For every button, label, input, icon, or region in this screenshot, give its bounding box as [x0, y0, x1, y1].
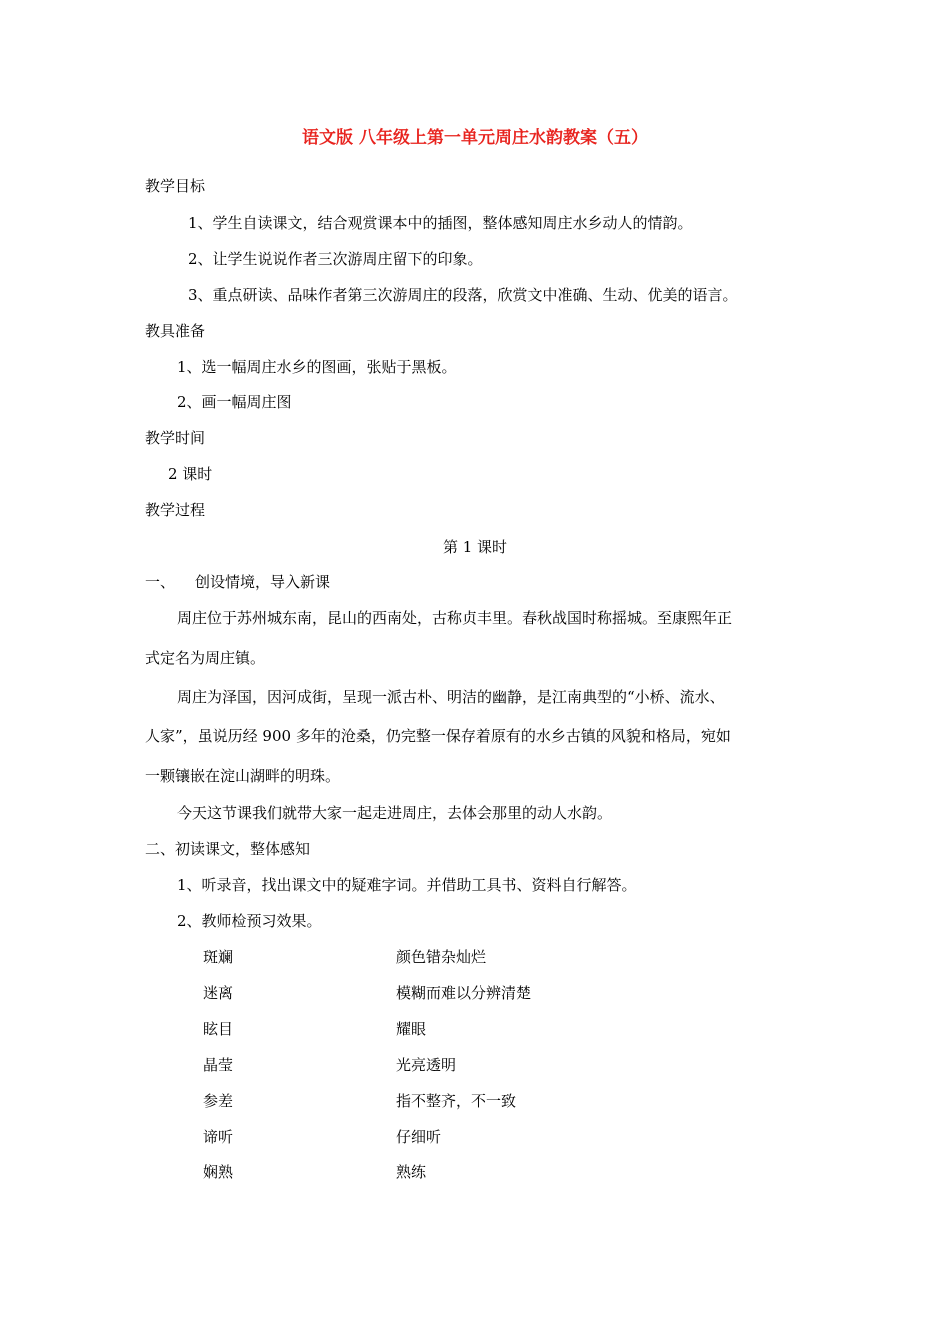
tool-item-1: 1、选一幅周庄水乡的图画，张贴于黑板。	[177, 358, 457, 376]
vocab-meaning: 耀眼	[396, 1020, 427, 1038]
section2-step-1: 1、听录音，找出课文中的疑难字词。并借助工具书、资料自行解答。	[177, 876, 637, 894]
vocab-meaning: 颜色错杂灿烂	[396, 948, 487, 966]
vocab-word: 迷离	[203, 984, 234, 1002]
goal-item-2: 2、让学生说说作者三次游周庄留下的印象。	[188, 250, 483, 268]
goal-item-1: 1、学生自读课文，结合观赏课本中的插图，整体感知周庄水乡动人的情韵。	[188, 214, 693, 232]
vocab-meaning: 熟练	[396, 1163, 427, 1181]
paragraph-2-line-3: 一颗镶嵌在淀山湖畔的明珠。	[145, 767, 341, 785]
vocab-meaning: 仔细听	[396, 1128, 442, 1146]
vocab-meaning: 光亮透明	[396, 1056, 457, 1074]
lesson-title: 第 1 课时	[442, 538, 508, 556]
time-heading: 教学时间	[145, 429, 206, 447]
paragraph-1-line-1: 周庄位于苏州城东南，昆山的西南处，古称贞丰里。春秋战国时称摇城。至康熙年正	[177, 609, 733, 627]
vocab-word: 参差	[203, 1092, 234, 1110]
tools-heading: 教具准备	[145, 322, 206, 340]
paragraph-3: 今天这节课我们就带大家一起走进周庄，去体会那里的动人水韵。	[177, 804, 613, 822]
vocab-meaning: 模糊而难以分辨清楚	[396, 984, 532, 1002]
paragraph-2-line-2: 人家”，虽说历经 900 多年的沧桑，仍完整一保存着原有的水乡古镇的风貌和格局，宛如	[145, 727, 731, 745]
time-value: 2 课时	[168, 465, 213, 483]
goals-heading: 教学目标	[145, 177, 206, 195]
section1-number: 一、	[145, 573, 176, 591]
vocab-word: 晶莹	[203, 1056, 234, 1074]
tool-item-2: 2、画一幅周庄图	[177, 393, 292, 411]
section1-heading: 创设情境，导入新课	[195, 573, 331, 591]
vocab-word: 娴熟	[203, 1163, 234, 1181]
document-title: 语文版 八年级上第一单元周庄水韵教案（五）	[302, 128, 648, 148]
section2-step-2: 2、教师检预习效果。	[177, 912, 322, 930]
process-heading: 教学过程	[145, 501, 206, 519]
goal-item-3: 3、重点研读、品味作者第三次游周庄的段落，欣赏文中准确、生动、优美的语言。	[188, 286, 738, 304]
vocab-word: 眩目	[203, 1020, 234, 1038]
section2-heading: 二、初读课文，整体感知	[145, 840, 311, 858]
vocab-word: 谛听	[203, 1128, 234, 1146]
vocab-meaning: 指不整齐，不一致	[396, 1092, 517, 1110]
paragraph-2-line-1: 周庄为泽国，因河成街，呈现一派古朴、明洁的幽静，是江南典型的“小桥、流水、	[177, 688, 725, 706]
vocab-word: 斑斓	[203, 948, 234, 966]
paragraph-1-line-2: 式定名为周庄镇。	[145, 649, 266, 667]
